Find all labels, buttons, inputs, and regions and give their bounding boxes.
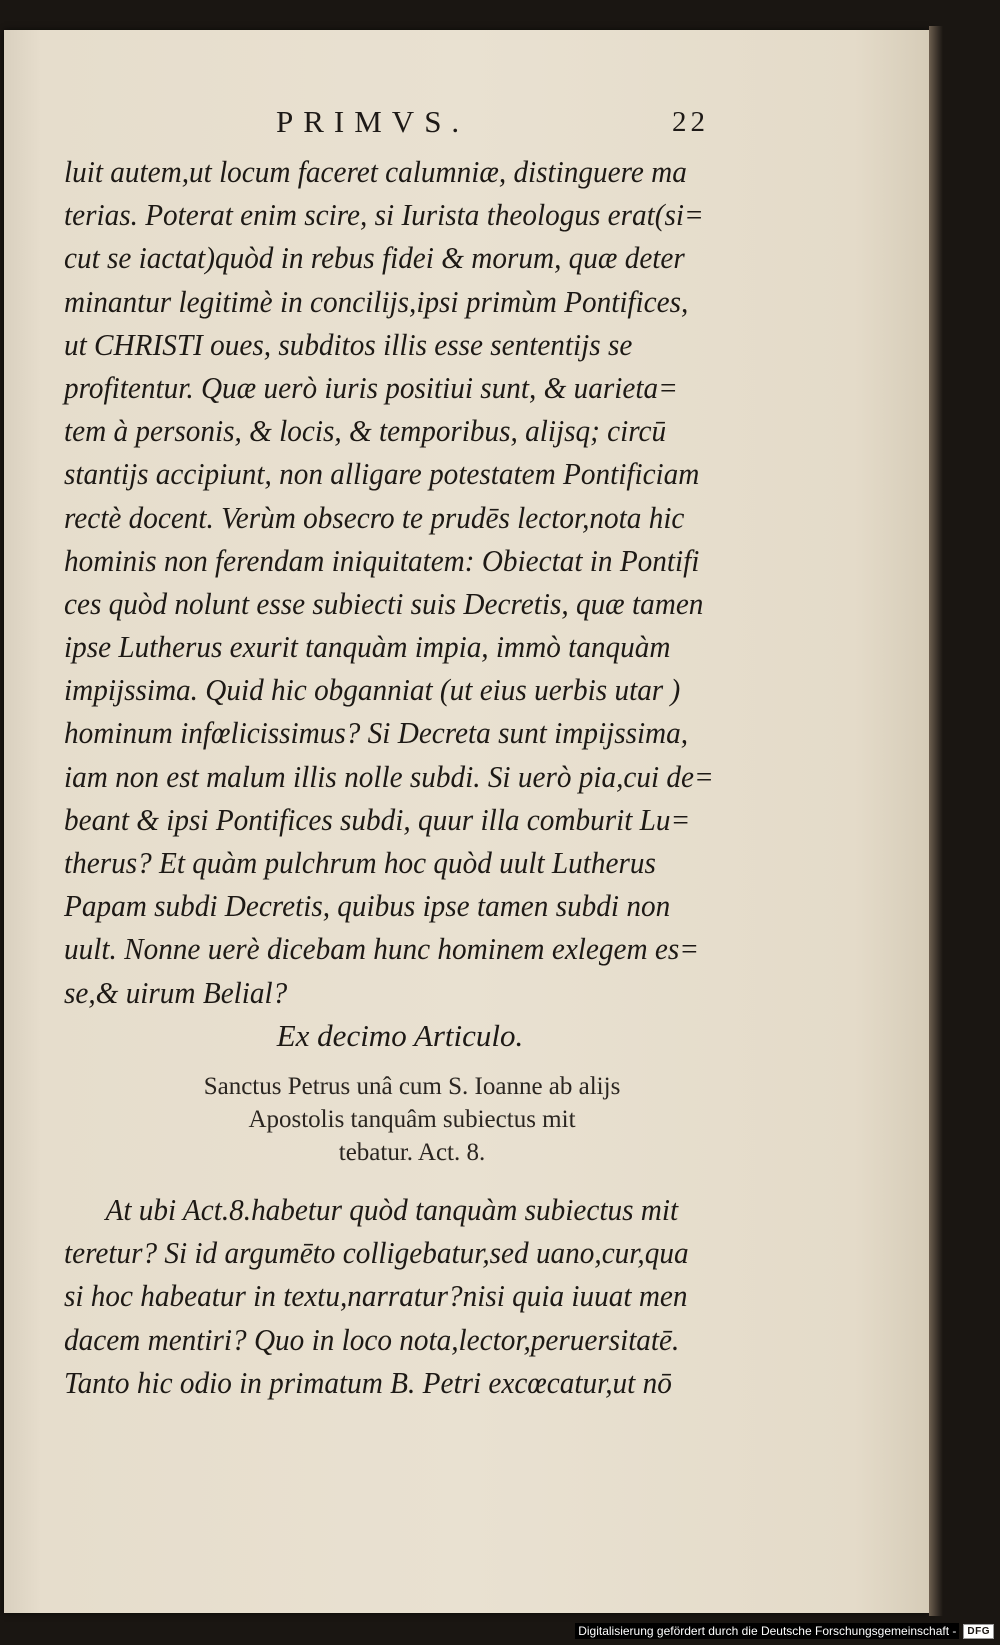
text-line: At ubi Act.8.habetur quòd tanquàm subiectus mit — [105, 1192, 679, 1227]
text-line: se,& uirum Belial? — [64, 974, 288, 1010]
quote-line: Sanctus Petrus unâ cum S. Ioanne ab alijs — [203, 1073, 621, 1100]
page-edge — [929, 26, 943, 1616]
text-line: teretur? Si id argumēto colligebatur,sed uano,cur,qua — [64, 1235, 689, 1271]
page-number: 22 — [672, 106, 709, 138]
text-line: hominis non ferendam iniquitatem: Obiectat in Pontifi — [64, 542, 700, 578]
body-text-2 — [64, 1188, 764, 1404]
text-line: ipse Lutherus exurit tanquàm impia, immò tanquàm — [64, 629, 671, 665]
text-line: ces quòd nolunt esse subiecti suis Decretis, quæ tamen — [64, 585, 704, 621]
text-line: Papam subdi Decretis, quibus ipse tamen subdi non — [64, 888, 671, 924]
digitization-footer — [575, 1621, 994, 1641]
text-line: rectè docent. Verùm obsecro te prudēs lector,nota hic — [64, 499, 685, 535]
text-line: si hoc habeatur in textu,narratur?nisi quia iuuat men — [64, 1278, 688, 1314]
text-line: therus? Et quàm pulchrum hoc quòd uult Lutherus — [64, 845, 656, 880]
text-line: Tanto hic odio in primatum B. Petri excœcatur,ut nō — [64, 1364, 672, 1400]
text-line: dacem mentiri? Quo in loco nota,lector,peruersitatē. — [64, 1321, 680, 1357]
text-line: profitentur. Quæ uerò iuris positiui sunt, & uarieta= — [64, 369, 678, 405]
text-line: tem à personis, & locis, & temporibus, alijsq; circū — [64, 413, 667, 449]
text-line: hominum infœlicissimus? Si Decreta sunt impijssima, — [64, 715, 689, 751]
page-header — [0, 104, 1000, 144]
text-line: beant & ipsi Pontifices subdi, quur illa comburit Lu= — [64, 801, 691, 837]
text-line: cut se iactat)quòd in rebus fidei & morum, quæ deter — [64, 240, 685, 276]
text-line: impijssima. Quid hic obganniat (ut eius uerbis utar ) — [64, 672, 681, 708]
quote-line: tebatur. Act. 8. — [338, 1139, 486, 1166]
text-line: stantijs accipiunt, non alligare potestatem Pontificiam — [64, 456, 700, 492]
section-heading — [0, 1018, 1000, 1054]
funding-credit: Digitalisierung gefördert durch die Deutsche Forschungsgemeinschaft - — [575, 1623, 959, 1639]
body-text — [64, 150, 764, 1014]
quote-line: Apostolis tanquâm subiectus mit — [248, 1106, 576, 1133]
section-heading-text: Ex decimo Articulo. — [276, 1018, 524, 1053]
quoted-article — [0, 1070, 1000, 1169]
text-line: iam non est malum illis nolle subdi. Si uerò pia,cui de= — [64, 758, 714, 794]
running-head: PRIMVS. — [276, 104, 470, 139]
text-line: ut CHRISTI oues, subditos illis esse sententijs se — [64, 326, 633, 362]
text-line: terias. Poterat enim scire, si Iurista theologus erat(si= — [64, 197, 704, 233]
text-line: uult. Nonne uerè dicebam hunc hominem exlegem es= — [64, 931, 699, 967]
dfg-logo-icon: DFG — [963, 1624, 994, 1639]
text-line: luit autem,ut locum faceret calumniæ, distinguere ma — [64, 154, 687, 189]
text-line: minantur legitimè in concilijs,ipsi primùm Pontifices, — [64, 283, 689, 319]
